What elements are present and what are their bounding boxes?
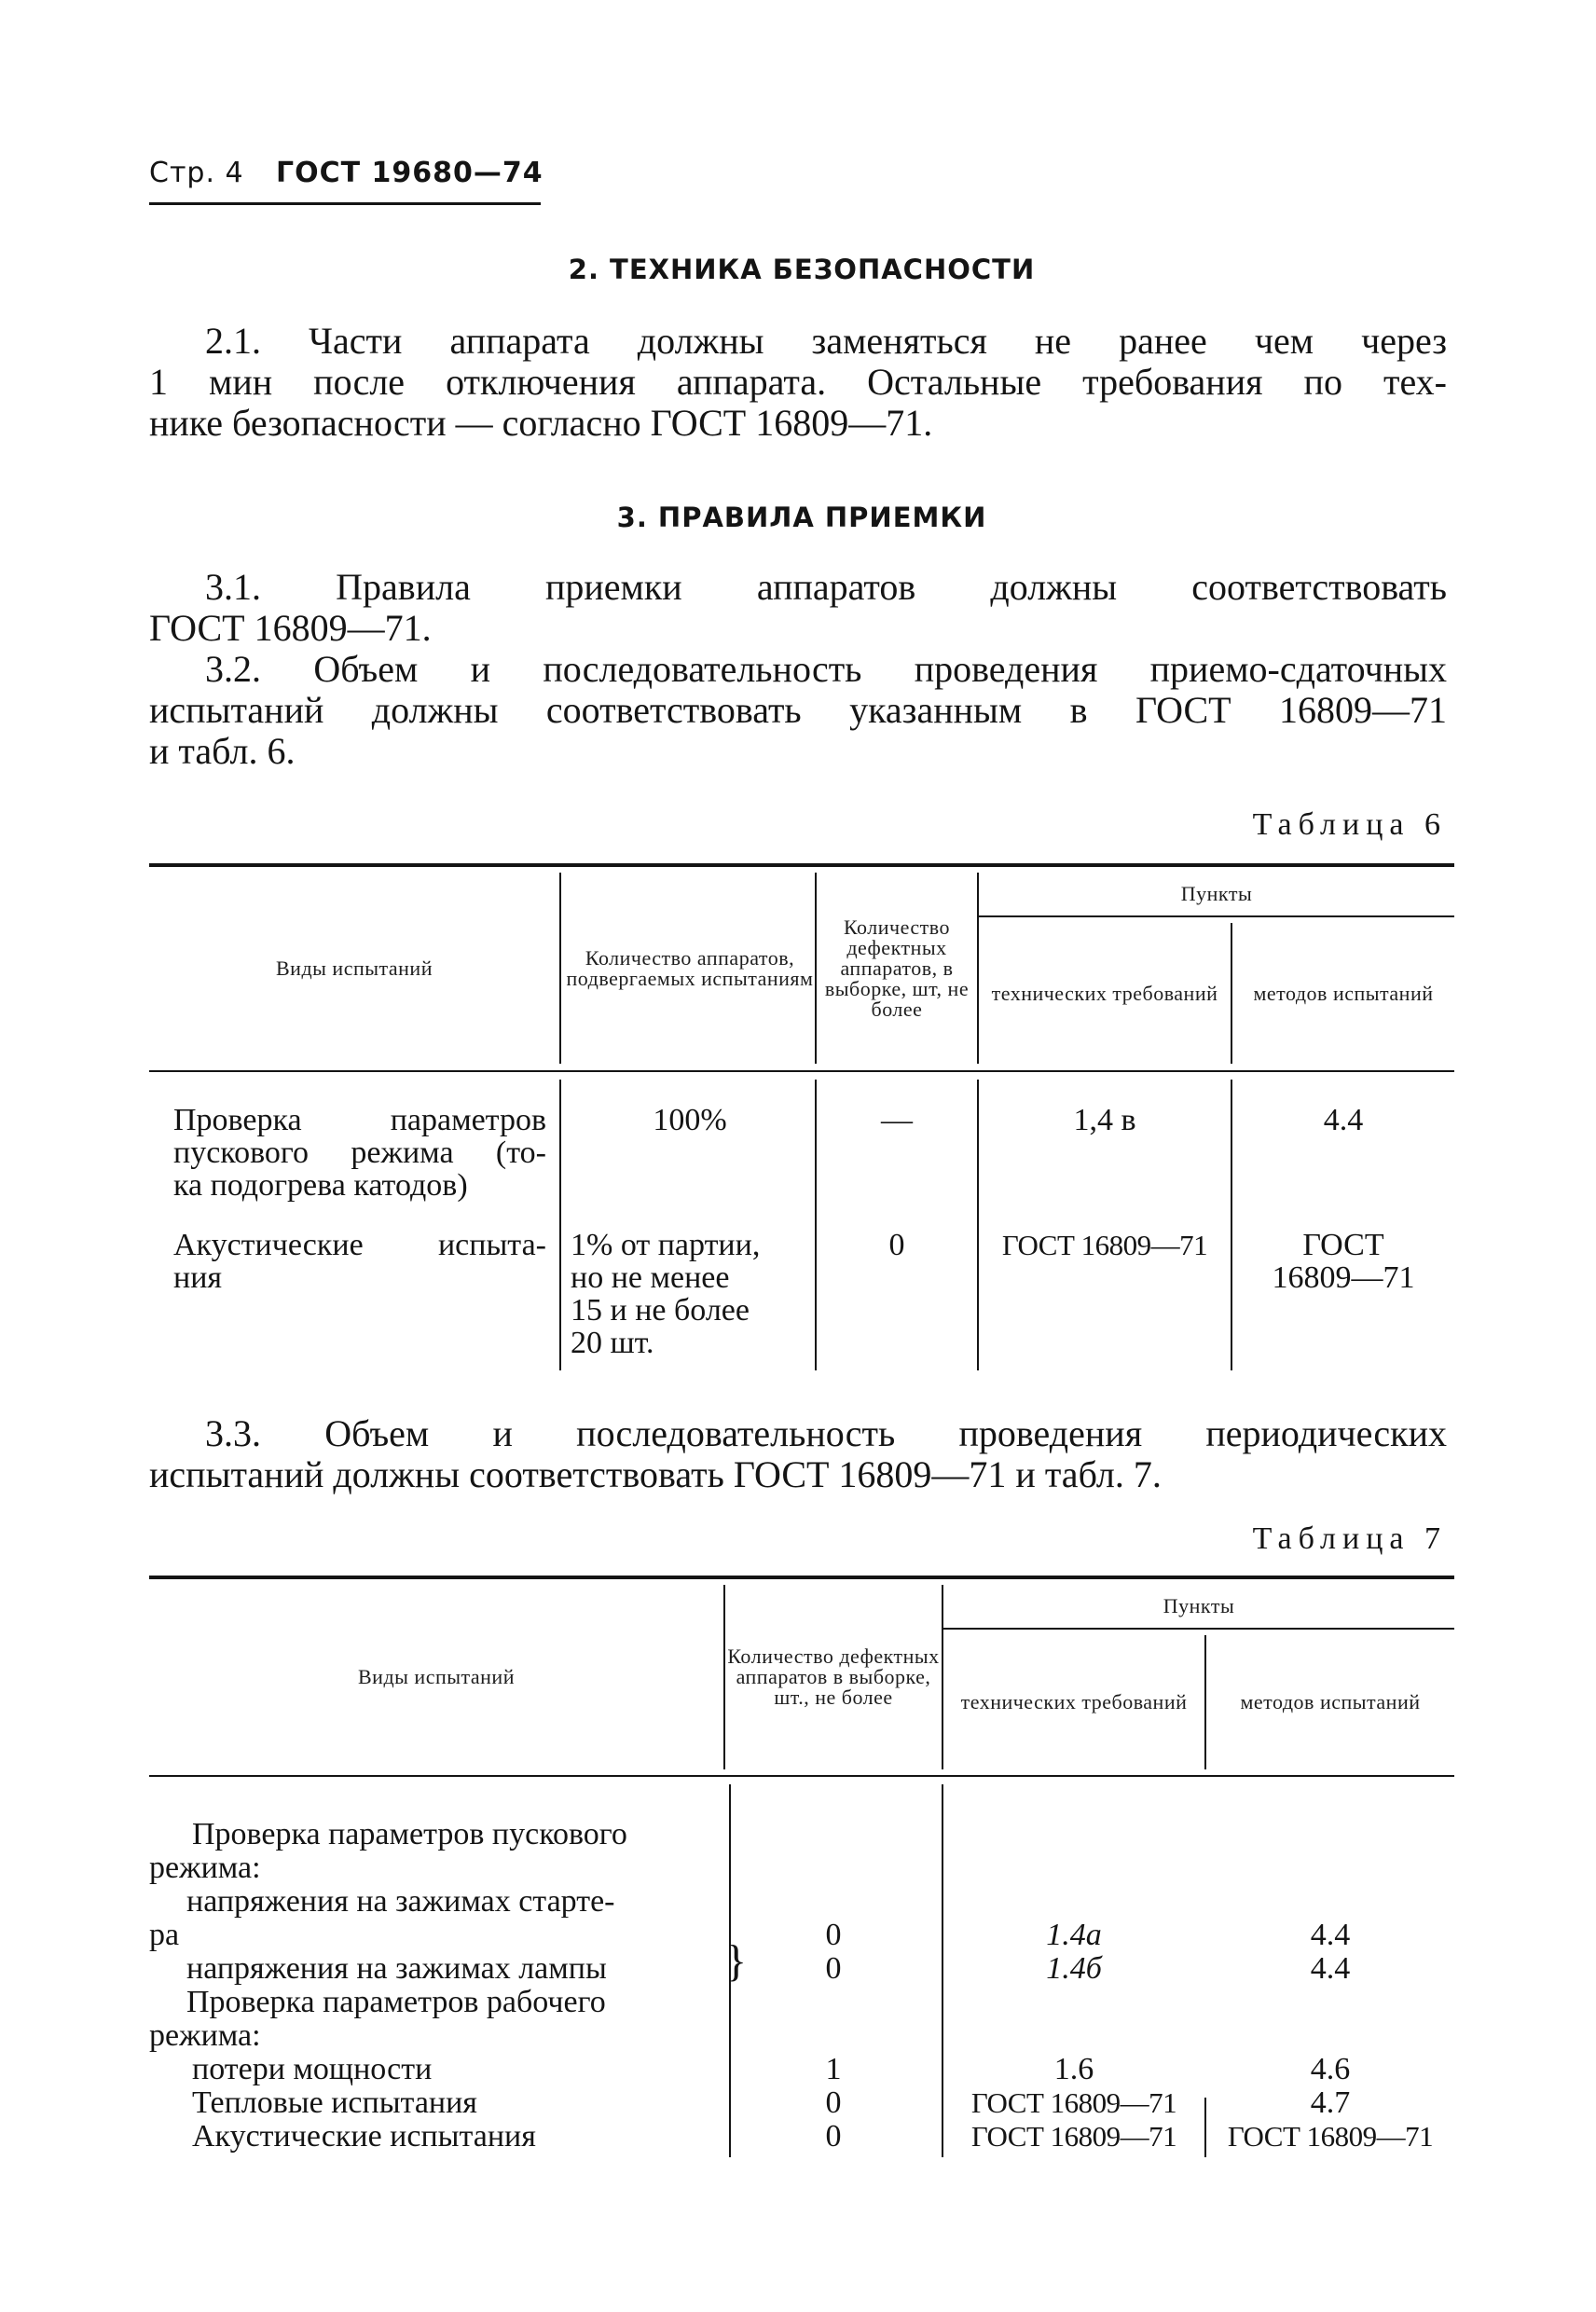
table-6-header-tech: технических требований (991, 981, 1218, 1005)
table-6-divider (559, 873, 561, 1064)
table-6-header-defects: Количество дефектных аппаратов, в выборке, шт, не более (824, 915, 970, 1021)
table-7-row-name: режима: (149, 1851, 261, 1885)
table-6-row-1-tech: 1,4 в (1073, 1103, 1136, 1137)
table-7-top-rule (149, 1576, 1454, 1579)
table-6-header-tests: Виды испытаний (276, 956, 433, 980)
header-rule (149, 202, 541, 205)
table-7-row-name: Акустические испытания (192, 2119, 536, 2154)
paragraph-line: и табл. 6. (149, 730, 296, 772)
table-7-row-name: Тепловые испытания (192, 2085, 477, 2120)
cell-line: 16809—71 (1272, 1260, 1415, 1295)
cell-line: 15 и не более (571, 1293, 750, 1328)
page-header (149, 157, 543, 189)
paragraph-line: ГОСТ 16809—71. (149, 607, 432, 649)
table-7-row-defects: 1 (825, 2052, 842, 2086)
table-7-row-name: режима: (149, 2018, 261, 2053)
page-number: Стр. 4 (149, 157, 244, 189)
section-2-heading: 2. ТЕХНИКА БЕЗОПАСНОСТИ (568, 254, 1036, 285)
table-6-row-2-name (173, 1229, 546, 1294)
cell-line: 20 шт. (571, 1326, 654, 1360)
table-7-row-tech: 1.4б (1046, 1951, 1102, 1986)
table-6-header-methods: методов испытаний (1253, 981, 1434, 1005)
table-7-row-method: ГОСТ 16809—71 (1227, 2120, 1434, 2153)
cell-line: ка подогрева катодов) (173, 1168, 468, 1203)
table-7-row-tech: 1.4а (1046, 1918, 1102, 1952)
table-6-caption: Таблица 6 (1252, 807, 1447, 842)
paragraph-line: нике безопасности — согласно ГОСТ 16809—71. (149, 402, 933, 444)
table-7-row-name: Проверка параметров рабочего (186, 1985, 606, 2019)
table-6-row-1-defects: — (881, 1103, 913, 1137)
section-3-heading: 3. ПРАВИЛА ПРИЕМКИ (616, 502, 987, 533)
table-6-group-rule (977, 915, 1454, 917)
document-id: ГОСТ 19680—74 (275, 157, 543, 189)
table-7-row-tech: ГОСТ 16809—71 (970, 2086, 1177, 2119)
table-7-row-name: потери мощности (192, 2052, 433, 2086)
cell-line: ГОСТ (1302, 1228, 1384, 1262)
table-7-header-tests: Виды испытаний (358, 1665, 515, 1688)
table-6-header-group: Пункты (1180, 882, 1253, 905)
cell-line: Проверка параметров (173, 1103, 546, 1137)
table-7-row-name: напряжения на зажимах стартe- (186, 1884, 615, 1919)
paragraph-3-3 (149, 1413, 1447, 1495)
table-7-row-method: 4.4 (1310, 1918, 1351, 1952)
paragraph-2-1 (149, 321, 1447, 444)
table-7-row-method: 4.4 (1310, 1951, 1351, 1986)
cell-line: Акустические испыта- (173, 1228, 546, 1262)
table-6-row-2-tech: ГОСТ 16809—71 (1001, 1229, 1208, 1261)
paragraph-line: испытаний должны соответствовать ГОСТ 16809—71 и табл. 7. (149, 1453, 1162, 1495)
table-7-row-defects: 0 (825, 2119, 842, 2154)
paragraph-line: 3.3. Объем и последовательность проведения периодических (205, 1412, 1447, 1454)
paragraph-line: 3.1. Правила приемки аппаратов должны соответствовать (205, 566, 1447, 608)
table-6-header-quantity: Количество аппаратов, подвергаемых испытаниям (566, 945, 814, 990)
cell-line: ния (173, 1260, 223, 1295)
table-7-row-tech: 1.6 (1053, 2052, 1094, 2086)
table-6-row-2-method (1232, 1229, 1454, 1294)
table-7-caption: Таблица 7 (1252, 1521, 1447, 1556)
table-6-row-2-quantity (571, 1229, 813, 1359)
table-7-row-method: 4.7 (1310, 2085, 1351, 2120)
table-7-row-name: ра (149, 1918, 180, 1952)
table-7-row-defects: 0 (825, 1918, 842, 1952)
table-7-row-defects: 0 (825, 2085, 842, 2120)
table-6-row-1-method: 4.4 (1323, 1103, 1364, 1137)
paragraph-line: 2.1. Части аппарата должны заменяться не ранее чем через (205, 320, 1447, 362)
paragraph-line: 3.2. Объем и последовательность проведения приемо-сдаточных (205, 648, 1447, 690)
table-7-row-defects: 0 (825, 1951, 842, 1986)
table-6-row-1-quantity: 100% (653, 1103, 727, 1137)
cell-line: 1% от партии, (571, 1228, 761, 1262)
brace-mark: } (725, 1936, 748, 1986)
table-7-header-rule (149, 1775, 1454, 1777)
table-7-header-tech: технических требований (960, 1690, 1188, 1713)
table-6-row-1-name (173, 1104, 546, 1202)
table-6-top-rule (149, 863, 1454, 867)
paragraph-line: 1 мин после отключения аппарата. Остальные требования по тех- (149, 361, 1447, 403)
table-7-row-name: напряжения на зажимах лампы (186, 1951, 607, 1986)
paragraph-3-2 (149, 649, 1447, 772)
table-6-header-rule (149, 1070, 1454, 1072)
table-7-row-method: 4.6 (1310, 2052, 1351, 2086)
table-7-group-rule (942, 1628, 1454, 1630)
cell-line: пускового режима (то- (173, 1135, 546, 1170)
table-7-row-tech: ГОСТ 16809—71 (970, 2120, 1177, 2153)
table-7-header-defects: Количество дефектных аппаратов в выборке, шт., не более (727, 1645, 940, 1709)
table-7-header-group: Пункты (1163, 1594, 1235, 1617)
table-7-row-name: Проверка параметров пускового (192, 1817, 627, 1851)
table-6-divider (559, 1080, 561, 1370)
table-6-row-2-defects: 0 (888, 1228, 905, 1262)
cell-line: но не менее (571, 1260, 730, 1295)
paragraph-line: испытаний должны соответствовать указанным в ГОСТ 16809—71 (149, 689, 1447, 731)
paragraph-3-1 (149, 567, 1447, 649)
table-7-header-methods: методов испытаний (1240, 1690, 1421, 1713)
